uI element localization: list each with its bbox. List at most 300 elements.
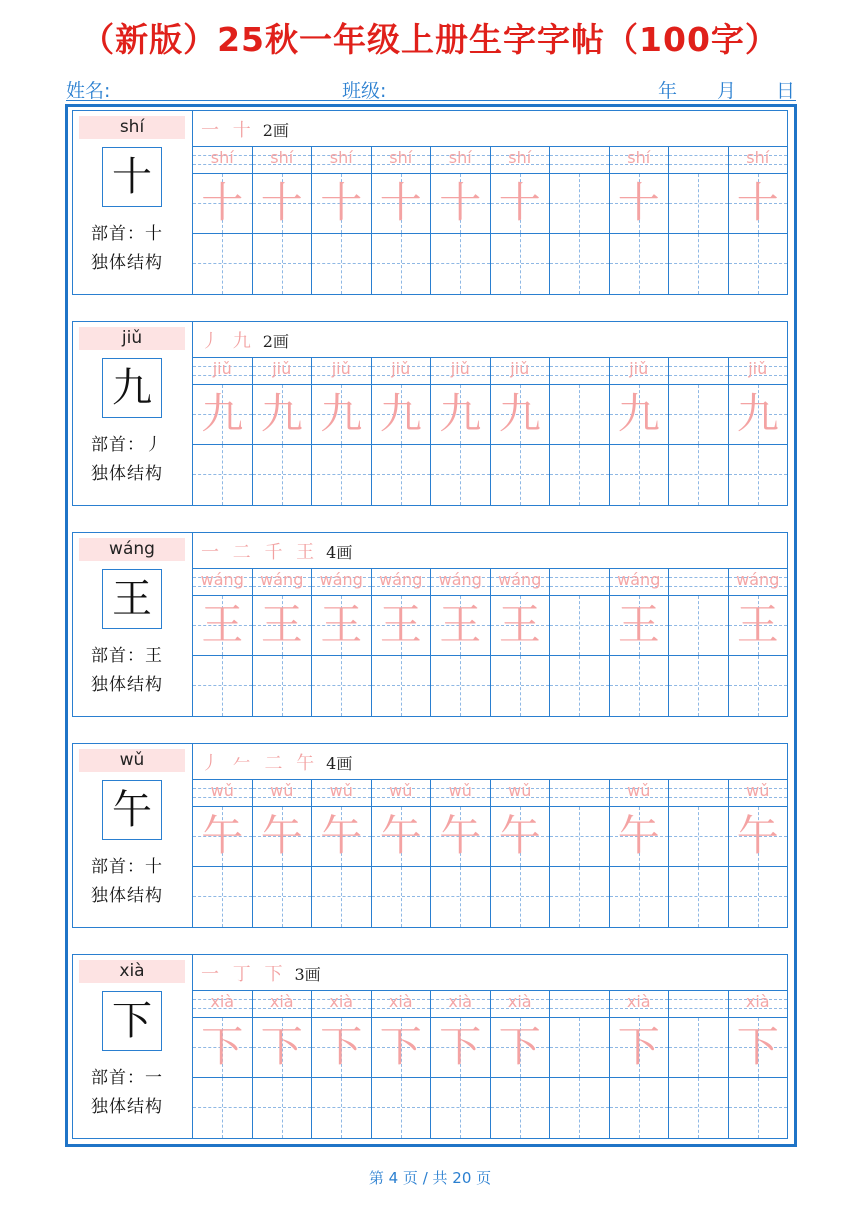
- pinyin-cell[interactable]: [193, 779, 253, 807]
- pinyin-cell[interactable]: [193, 146, 253, 174]
- trace-pinyin: xià: [269, 992, 294, 1011]
- blank-practice-cell[interactable]: [669, 1078, 729, 1138]
- tian-cell[interactable]: [193, 596, 253, 656]
- tian-cell[interactable]: [491, 385, 551, 445]
- tian-guide-vertical: [341, 867, 342, 927]
- character-info-panel: [73, 533, 193, 716]
- pinyin-cell[interactable]: [431, 568, 491, 596]
- pinyin-guide-line: [669, 788, 728, 789]
- tian-cell[interactable]: [372, 174, 432, 234]
- trace-pinyin: jiǔ: [391, 359, 411, 378]
- trace-character: 十: [617, 178, 660, 227]
- blank-practice-cell[interactable]: [193, 867, 253, 927]
- pinyin-cell[interactable]: [193, 568, 253, 596]
- blank-practice-cell[interactable]: [610, 656, 670, 716]
- pinyin-cell[interactable]: [193, 990, 253, 1018]
- pinyin-cell[interactable]: [372, 990, 432, 1018]
- blank-practice-cell[interactable]: [729, 445, 789, 505]
- tian-cell[interactable]: [253, 174, 313, 234]
- tian-guide-vertical: [758, 1078, 759, 1138]
- blank-practice-cell[interactable]: [550, 867, 610, 927]
- pinyin-cell[interactable]: [372, 568, 432, 596]
- trace-character: 下: [260, 1022, 303, 1071]
- pinyin-cell[interactable]: [729, 568, 789, 596]
- tian-cell[interactable]: [491, 174, 551, 234]
- blank-practice-cell[interactable]: [312, 445, 372, 505]
- pinyin-cell[interactable]: [372, 357, 432, 385]
- trace-character: 十: [736, 178, 779, 227]
- stroke-count: 4画: [326, 754, 353, 773]
- tian-cell[interactable]: [669, 385, 729, 445]
- trace-pinyin: wǔ: [210, 781, 234, 800]
- tian-cell[interactable]: [193, 807, 253, 867]
- pinyin-label: jiǔ: [79, 327, 185, 350]
- tian-cell[interactable]: [431, 385, 491, 445]
- blank-practice-cell[interactable]: [491, 1078, 551, 1138]
- tian-guide-vertical: [282, 445, 283, 505]
- trace-character: 九: [439, 389, 482, 438]
- tian-guide-vertical: [222, 867, 223, 927]
- blank-practice-cell[interactable]: [729, 1078, 789, 1138]
- blank-practice-cell[interactable]: [669, 234, 729, 294]
- pinyin-cell[interactable]: [491, 146, 551, 174]
- blank-practice-cell[interactable]: [253, 867, 313, 927]
- blank-practice-cell[interactable]: [372, 656, 432, 716]
- pinyin-cell[interactable]: [491, 568, 551, 596]
- tian-guide-vertical: [341, 656, 342, 716]
- tian-cell[interactable]: [431, 807, 491, 867]
- blank-practice-cell[interactable]: [193, 445, 253, 505]
- blank-practice-cell[interactable]: [372, 1078, 432, 1138]
- blank-practice-cell[interactable]: [312, 867, 372, 927]
- tian-guide-vertical: [460, 1078, 461, 1138]
- pinyin-guide-line: [669, 797, 728, 798]
- tian-cell[interactable]: [193, 385, 253, 445]
- tian-cell[interactable]: [253, 1018, 313, 1078]
- blank-practice-cell[interactable]: [312, 234, 372, 294]
- tian-cell[interactable]: [550, 596, 610, 656]
- blank-practice-cell[interactable]: [312, 656, 372, 716]
- trace-character: 下: [498, 1022, 541, 1071]
- pinyin-cell[interactable]: [729, 357, 789, 385]
- blank-practice-cell[interactable]: [729, 656, 789, 716]
- pinyin-cell[interactable]: [312, 990, 372, 1018]
- tian-cell[interactable]: [253, 596, 313, 656]
- trace-pinyin: shí: [329, 148, 353, 167]
- pinyin-label: wǔ: [79, 749, 185, 772]
- tian-guide-vertical: [579, 1078, 580, 1138]
- trace-pinyin: wáng: [260, 570, 304, 589]
- pinyin-cell[interactable]: [372, 779, 432, 807]
- tian-cell[interactable]: [669, 174, 729, 234]
- structure-label: 独体结构: [91, 1097, 163, 1117]
- tian-cell[interactable]: [372, 1018, 432, 1078]
- trace-character: 十: [498, 178, 541, 227]
- blank-practice-cell[interactable]: [491, 656, 551, 716]
- tian-cell[interactable]: [550, 385, 610, 445]
- trace-pinyin: wǔ: [448, 781, 472, 800]
- pinyin-guide-line: [669, 366, 728, 367]
- pinyin-cell[interactable]: [312, 146, 372, 174]
- tian-cell[interactable]: [312, 174, 372, 234]
- radical-label: 部首：王: [91, 646, 163, 666]
- trace-pinyin: wǔ: [627, 781, 651, 800]
- trace-character: 午: [736, 811, 779, 860]
- pinyin-cell[interactable]: [610, 146, 670, 174]
- blank-practice-cell[interactable]: [550, 234, 610, 294]
- tian-guide-vertical: [698, 596, 699, 655]
- page-title: （新版）25秋一年级上册生字字帖（100字）: [81, 20, 779, 59]
- tian-guide-vertical: [639, 1078, 640, 1138]
- blank-practice-cell[interactable]: [669, 867, 729, 927]
- trace-pinyin: shí: [210, 148, 234, 167]
- blank-practice-cell[interactable]: [669, 445, 729, 505]
- pinyin-cell[interactable]: [431, 357, 491, 385]
- tian-cell[interactable]: [610, 385, 670, 445]
- pinyin-cell[interactable]: [610, 357, 670, 385]
- trace-character: 九: [736, 389, 779, 438]
- pinyin-cell[interactable]: [431, 779, 491, 807]
- blank-practice-cell[interactable]: [431, 656, 491, 716]
- trace-character: 王: [260, 600, 303, 649]
- pinyin-cell[interactable]: [253, 146, 313, 174]
- stroke-order-row: [193, 744, 788, 780]
- trace-pinyin: xià: [448, 992, 473, 1011]
- tian-guide-vertical: [460, 445, 461, 505]
- tian-cell[interactable]: [669, 807, 729, 867]
- tian-cell[interactable]: [729, 385, 789, 445]
- tracing-grid: [193, 146, 788, 294]
- pinyin-guide-line: [550, 164, 609, 165]
- pinyin-cell[interactable]: [550, 357, 610, 385]
- pinyin-cell[interactable]: [550, 990, 610, 1018]
- blank-practice-cell[interactable]: [372, 234, 432, 294]
- stroke-order-row: [193, 322, 788, 358]
- pinyin-label: wáng: [79, 538, 185, 561]
- pinyin-cell[interactable]: [372, 146, 432, 174]
- pinyin-guide-line: [669, 999, 728, 1000]
- tian-guide-vertical: [520, 234, 521, 294]
- trace-pinyin: xià: [210, 992, 235, 1011]
- tian-cell[interactable]: [550, 174, 610, 234]
- page-footer: 第 4 页 / 共 20 页: [368, 1169, 492, 1187]
- blank-practice-cell[interactable]: [610, 1078, 670, 1138]
- class-label: 班级:: [342, 80, 387, 102]
- pinyin-cell[interactable]: [253, 779, 313, 807]
- tian-cell[interactable]: [431, 596, 491, 656]
- pinyin-guide-line: [669, 577, 728, 578]
- blank-practice-cell[interactable]: [253, 656, 313, 716]
- blank-practice-cell[interactable]: [193, 656, 253, 716]
- practice-area: [193, 322, 788, 505]
- trace-character: 十: [379, 178, 422, 227]
- trace-pinyin: wáng: [617, 570, 661, 589]
- blank-practice-cell[interactable]: [431, 867, 491, 927]
- blank-practice-cell[interactable]: [729, 867, 789, 927]
- tian-cell[interactable]: [729, 807, 789, 867]
- pinyin-cell[interactable]: [550, 568, 610, 596]
- tian-guide-vertical: [698, 234, 699, 294]
- tian-cell[interactable]: [491, 1018, 551, 1078]
- trace-character: 十: [201, 178, 244, 227]
- tian-guide-vertical: [698, 867, 699, 927]
- tian-guide-vertical: [282, 656, 283, 716]
- tian-cell[interactable]: [610, 174, 670, 234]
- pinyin-cell[interactable]: [729, 779, 789, 807]
- trace-character: 十: [439, 178, 482, 227]
- radical-label: 部首：一: [91, 1068, 163, 1088]
- blank-practice-cell[interactable]: [610, 234, 670, 294]
- stroke-sequence: 一 丁 下: [201, 964, 287, 985]
- pinyin-label: shí: [79, 116, 185, 139]
- trace-character: 王: [439, 600, 482, 649]
- tian-cell[interactable]: [312, 596, 372, 656]
- pinyin-cell[interactable]: [729, 990, 789, 1018]
- tian-guide-vertical: [698, 385, 699, 444]
- blank-practice-cell[interactable]: [312, 1078, 372, 1138]
- pinyin-cell[interactable]: [669, 990, 729, 1018]
- tian-guide-vertical: [758, 234, 759, 294]
- blank-practice-cell[interactable]: [491, 234, 551, 294]
- tian-cell[interactable]: [491, 807, 551, 867]
- blank-practice-cell[interactable]: [491, 867, 551, 927]
- trace-pinyin: shí: [389, 148, 413, 167]
- tian-guide-vertical: [520, 867, 521, 927]
- trace-character: 午: [439, 811, 482, 860]
- tian-cell[interactable]: [729, 1018, 789, 1078]
- tian-cell[interactable]: [372, 596, 432, 656]
- trace-pinyin: wǔ: [329, 781, 353, 800]
- pinyin-cell[interactable]: [610, 990, 670, 1018]
- tian-guide-vertical: [401, 1078, 402, 1138]
- tian-cell[interactable]: [193, 1018, 253, 1078]
- pinyin-cell[interactable]: [491, 357, 551, 385]
- tian-guide-vertical: [698, 174, 699, 233]
- pinyin-cell[interactable]: [610, 568, 670, 596]
- tian-guide-vertical: [222, 1078, 223, 1138]
- stroke-count: 3画: [294, 965, 321, 984]
- pinyin-cell[interactable]: [669, 146, 729, 174]
- trace-character: 午: [498, 811, 541, 860]
- practice-area: [193, 955, 788, 1138]
- month-label: 月: [717, 80, 737, 102]
- trace-pinyin: jiǔ: [331, 359, 351, 378]
- pinyin-guide-line: [550, 999, 609, 1000]
- stroke-order-row: [193, 533, 788, 569]
- blank-practice-cell[interactable]: [729, 234, 789, 294]
- year-label: 年: [658, 80, 678, 102]
- tian-cell[interactable]: [312, 1018, 372, 1078]
- tian-cell[interactable]: [372, 807, 432, 867]
- character-info-panel: [73, 744, 193, 927]
- tian-guide-vertical: [579, 807, 580, 866]
- trace-character: 下: [439, 1022, 482, 1071]
- tian-guide-vertical: [282, 234, 283, 294]
- pinyin-cell[interactable]: [253, 990, 313, 1018]
- tian-guide-vertical: [579, 445, 580, 505]
- pinyin-guide-line: [550, 797, 609, 798]
- stroke-count: 4画: [326, 543, 353, 562]
- tian-cell[interactable]: [729, 174, 789, 234]
- trace-pinyin: jiǔ: [272, 359, 292, 378]
- trace-pinyin: xià: [329, 992, 354, 1011]
- pinyin-label: xià: [79, 960, 185, 983]
- tian-guide-vertical: [579, 1018, 580, 1077]
- stroke-sequence: 丿 𠂉 二 午: [201, 753, 319, 774]
- tian-cell[interactable]: [312, 807, 372, 867]
- trace-character: 九: [260, 389, 303, 438]
- blank-practice-cell[interactable]: [431, 234, 491, 294]
- tian-cell[interactable]: [550, 1018, 610, 1078]
- pinyin-cell[interactable]: [253, 568, 313, 596]
- blank-practice-cell[interactable]: [253, 234, 313, 294]
- practice-area: [193, 111, 788, 294]
- blank-practice-cell[interactable]: [193, 1078, 253, 1138]
- tian-guide-vertical: [401, 445, 402, 505]
- trace-character: 王: [201, 600, 244, 649]
- tian-cell[interactable]: [669, 1018, 729, 1078]
- blank-practice-cell[interactable]: [610, 445, 670, 505]
- trace-pinyin: shí: [746, 148, 770, 167]
- trace-pinyin: jiǔ: [510, 359, 530, 378]
- pinyin-cell[interactable]: [253, 357, 313, 385]
- structure-label: 独体结构: [91, 253, 163, 273]
- tian-guide-vertical: [579, 234, 580, 294]
- model-character: 下: [102, 991, 162, 1051]
- trace-pinyin: jiǔ: [450, 359, 470, 378]
- blank-practice-cell[interactable]: [491, 445, 551, 505]
- tian-guide-vertical: [698, 445, 699, 505]
- blank-practice-cell[interactable]: [372, 445, 432, 505]
- trace-pinyin: shí: [448, 148, 472, 167]
- tian-guide-vertical: [639, 234, 640, 294]
- tian-cell[interactable]: [312, 385, 372, 445]
- blank-practice-cell[interactable]: [669, 656, 729, 716]
- tian-cell[interactable]: [610, 1018, 670, 1078]
- tian-cell[interactable]: [669, 596, 729, 656]
- tracing-grid: [193, 990, 788, 1138]
- stroke-sequence: 一 二 千 王: [201, 542, 319, 563]
- character-block: [72, 532, 788, 717]
- trace-character: 下: [201, 1022, 244, 1071]
- tian-cell[interactable]: [253, 385, 313, 445]
- tian-cell[interactable]: [550, 807, 610, 867]
- character-block: [72, 110, 788, 295]
- pinyin-cell[interactable]: [550, 146, 610, 174]
- stroke-sequence: 一 十: [201, 120, 255, 141]
- pinyin-cell[interactable]: [669, 357, 729, 385]
- blank-practice-cell[interactable]: [372, 867, 432, 927]
- tian-cell[interactable]: [431, 174, 491, 234]
- pinyin-cell[interactable]: [312, 357, 372, 385]
- blank-practice-cell[interactable]: [431, 445, 491, 505]
- trace-character: 十: [260, 178, 303, 227]
- blank-practice-cell[interactable]: [253, 445, 313, 505]
- pinyin-cell[interactable]: [491, 779, 551, 807]
- tian-guide-vertical: [639, 867, 640, 927]
- blank-practice-cell[interactable]: [550, 1078, 610, 1138]
- trace-character: 九: [320, 389, 363, 438]
- radical-label: 部首：十: [91, 224, 163, 244]
- pinyin-cell[interactable]: [312, 779, 372, 807]
- tian-guide-vertical: [401, 656, 402, 716]
- model-character: 九: [102, 358, 162, 418]
- structure-label: 独体结构: [91, 675, 163, 695]
- trace-pinyin: wǔ: [389, 781, 413, 800]
- tian-guide-vertical: [401, 234, 402, 294]
- pinyin-guide-line: [669, 164, 728, 165]
- pinyin-cell[interactable]: [550, 779, 610, 807]
- character-info-panel: [73, 955, 193, 1138]
- trace-pinyin: xià: [507, 992, 532, 1011]
- tian-guide-vertical: [520, 445, 521, 505]
- tian-cell[interactable]: [610, 807, 670, 867]
- pinyin-cell[interactable]: [669, 779, 729, 807]
- blank-practice-cell[interactable]: [550, 445, 610, 505]
- character-info-panel: [73, 322, 193, 505]
- pinyin-cell[interactable]: [312, 568, 372, 596]
- stroke-count: 2画: [262, 121, 289, 140]
- trace-character: 九: [498, 389, 541, 438]
- pinyin-cell[interactable]: [193, 357, 253, 385]
- model-character: 十: [102, 147, 162, 207]
- pinyin-guide-line: [550, 788, 609, 789]
- trace-pinyin: xià: [745, 992, 770, 1011]
- model-character: 王: [102, 569, 162, 629]
- tian-cell[interactable]: [610, 596, 670, 656]
- pinyin-guide-line: [669, 1008, 728, 1009]
- tian-guide-vertical: [579, 385, 580, 444]
- tian-cell[interactable]: [193, 174, 253, 234]
- blank-practice-cell[interactable]: [253, 1078, 313, 1138]
- blank-practice-cell[interactable]: [193, 234, 253, 294]
- tian-guide-vertical: [520, 1078, 521, 1138]
- tian-guide-vertical: [222, 445, 223, 505]
- blank-practice-cell[interactable]: [431, 1078, 491, 1138]
- tian-guide-vertical: [282, 867, 283, 927]
- stroke-order-row: [193, 955, 788, 991]
- pinyin-cell[interactable]: [491, 990, 551, 1018]
- tian-cell[interactable]: [372, 385, 432, 445]
- tian-cell[interactable]: [253, 807, 313, 867]
- trace-pinyin: shí: [270, 148, 294, 167]
- tian-cell[interactable]: [491, 596, 551, 656]
- tian-guide-vertical: [579, 656, 580, 716]
- day-label: 日: [776, 80, 796, 102]
- tian-cell[interactable]: [729, 596, 789, 656]
- tian-cell[interactable]: [431, 1018, 491, 1078]
- pinyin-cell[interactable]: [669, 568, 729, 596]
- trace-character: 王: [320, 600, 363, 649]
- trace-character: 午: [201, 811, 244, 860]
- pinyin-cell[interactable]: [431, 146, 491, 174]
- tian-guide-vertical: [698, 1078, 699, 1138]
- pinyin-guide-line: [669, 155, 728, 156]
- pinyin-cell[interactable]: [431, 990, 491, 1018]
- blank-practice-cell[interactable]: [610, 867, 670, 927]
- tian-guide-vertical: [579, 174, 580, 233]
- character-block: [72, 321, 788, 506]
- trace-pinyin: shí: [627, 148, 651, 167]
- structure-label: 独体结构: [91, 464, 163, 484]
- tracing-grid: [193, 568, 788, 716]
- pinyin-guide-line: [550, 155, 609, 156]
- trace-pinyin: shí: [508, 148, 532, 167]
- pinyin-cell[interactable]: [610, 779, 670, 807]
- blank-practice-cell[interactable]: [550, 656, 610, 716]
- radical-label: 部首：十: [91, 857, 163, 877]
- pinyin-cell[interactable]: [729, 146, 789, 174]
